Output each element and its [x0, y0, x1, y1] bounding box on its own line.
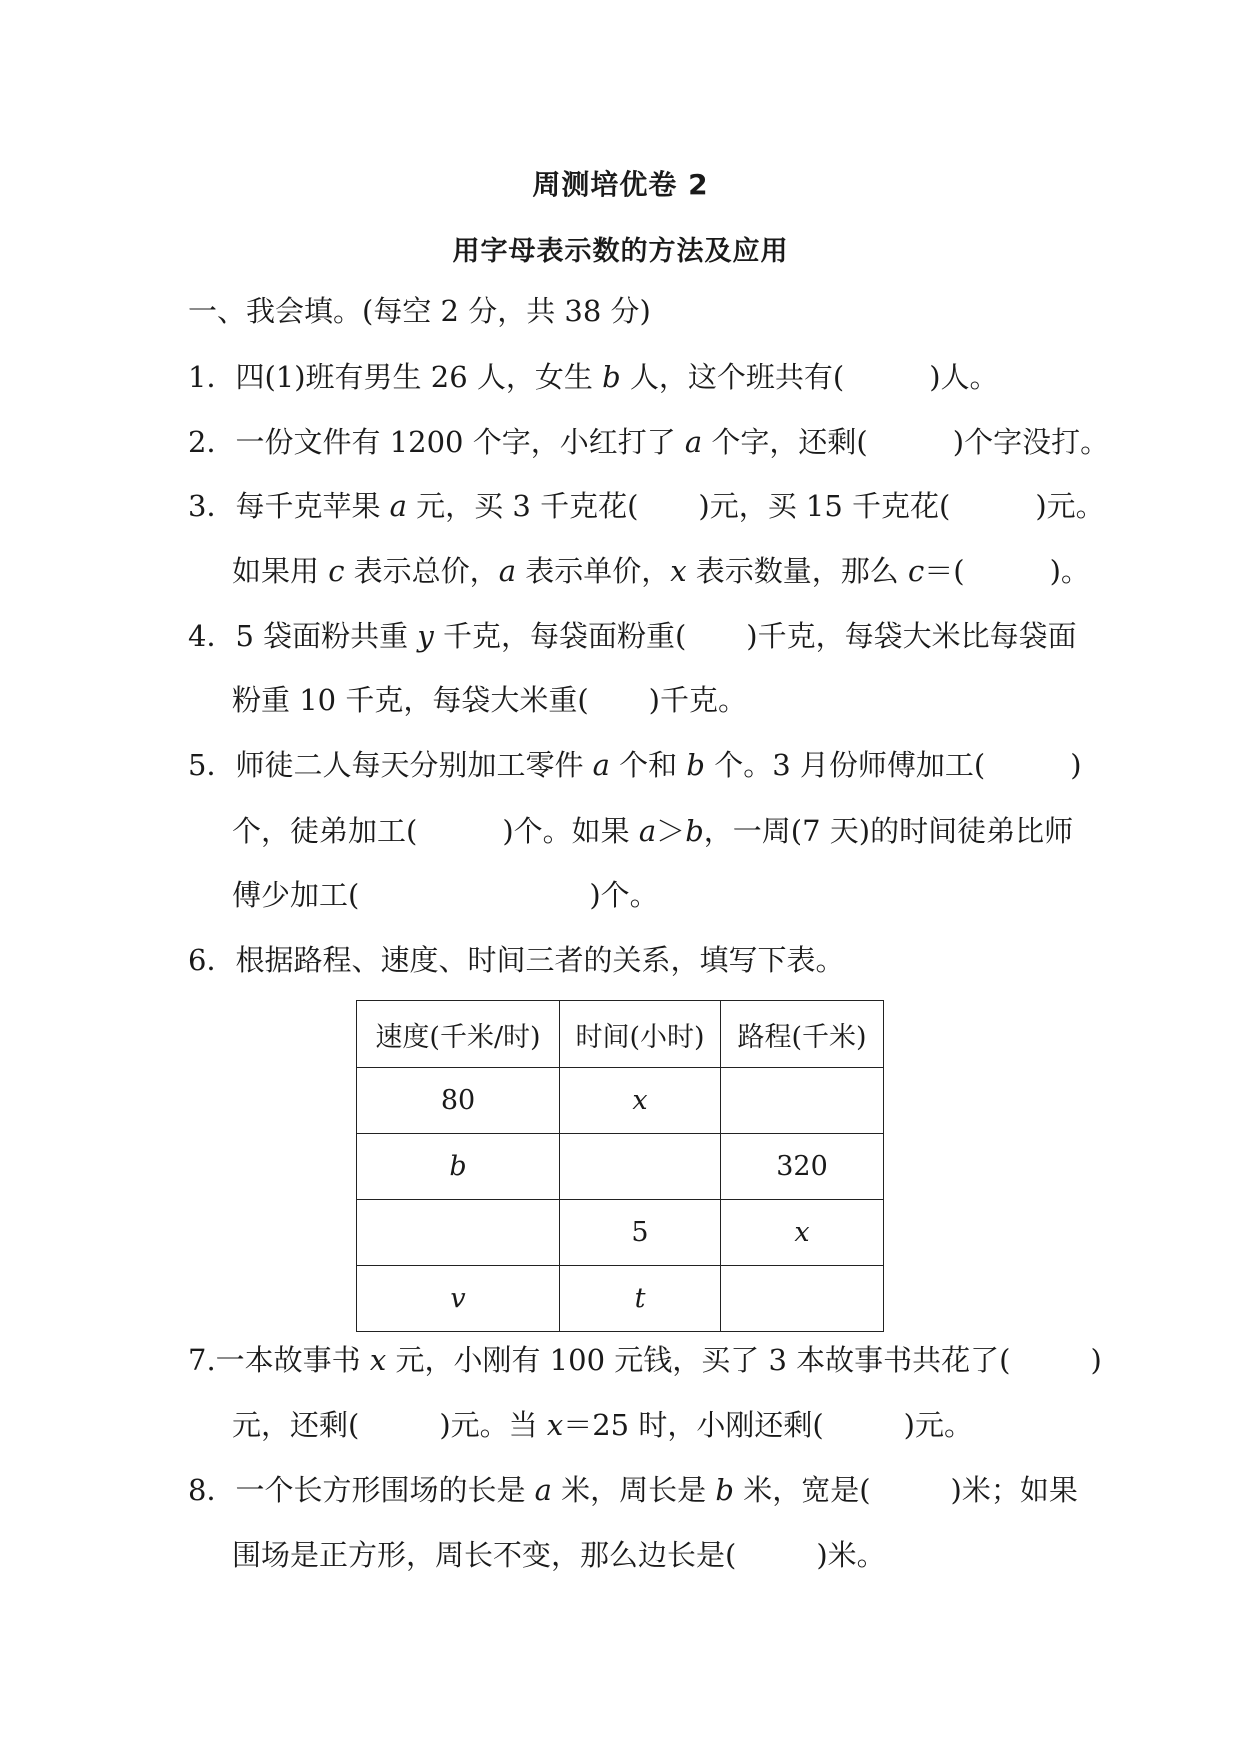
question-3-line-2: 如果用 c 表示总价，a 表示单价，x 表示数量，那么 c＝( )。 — [232, 554, 1090, 588]
question-8-line-2: 围场是正方形，周长不变，那么边长是( )米。 — [232, 1538, 886, 1572]
page-subtitle: 用字母表示数的方法及应用 — [452, 236, 789, 267]
question-4-line-1: 4．5 袋面粉共重 y 千克，每袋面粉重( )千克，每袋大米比每袋面 — [188, 619, 1077, 653]
table-row — [357, 1134, 884, 1200]
table-cell: 320 — [721, 1134, 884, 1200]
question-2: 2．一份文件有 1200 个字，小红打了 a 个字，还剩( )个字没打。 — [188, 425, 1110, 459]
page-title: 周测培优卷 2 — [532, 168, 709, 201]
table-row — [357, 1200, 884, 1266]
table-cell: v — [357, 1266, 560, 1332]
table-cell-blank[interactable] — [560, 1134, 721, 1200]
question-5-line-2: 个，徒弟加工( )个。如果 a＞b，一周(7 天)的时间徒弟比师 — [232, 814, 1074, 848]
section-heading: 一、我会填。(每空 2 分，共 38 分) — [188, 294, 651, 328]
question-1: 1．四(1)班有男生 26 人，女生 b 人，这个班共有( )人。 — [188, 360, 999, 394]
table-cell: t — [560, 1266, 721, 1332]
table-cell: x — [721, 1200, 884, 1266]
question-5-line-3: 傅少加工( )个。 — [232, 878, 659, 912]
table-cell-blank[interactable] — [721, 1266, 884, 1332]
table-cell-blank[interactable] — [357, 1200, 560, 1266]
question-7-line-1: 7.一本故事书 x 元，小刚有 100 元钱，买了 3 本故事书共花了( ) — [188, 1343, 1102, 1377]
speed-time-distance-table — [356, 1000, 884, 1332]
question-4-line-2: 粉重 10 千克，每袋大米重( )千克。 — [232, 683, 747, 717]
table-header-row — [357, 1001, 884, 1068]
table-cell-blank[interactable] — [721, 1068, 884, 1134]
question-8-line-1: 8．一个长方形围场的长是 a 米，周长是 b 米，宽是( )米；如果 — [188, 1473, 1078, 1507]
table-cell: b — [357, 1134, 560, 1200]
table-cell: x — [560, 1068, 721, 1134]
table-row — [357, 1266, 884, 1332]
table-row — [357, 1068, 884, 1134]
question-6: 6．根据路程、速度、时间三者的关系，填写下表。 — [188, 943, 845, 977]
question-5-line-1: 5．师徒二人每天分别加工零件 a 个和 b 个。3 月份师傅加工( ) — [188, 748, 1082, 782]
table-cell: 80 — [357, 1068, 560, 1134]
question-3-line-1: 3．每千克苹果 a 元，买 3 千克花( )元，买 15 千克花( )元。 — [188, 489, 1105, 523]
table-header: 路程(千米) — [721, 1001, 884, 1068]
table-cell: 5 — [560, 1200, 721, 1266]
table-header: 时间(小时) — [560, 1001, 721, 1068]
question-7-line-2: 元，还剩( )元。当 x＝25 时，小刚还剩( )元。 — [232, 1408, 973, 1442]
table-header: 速度(千米/时) — [357, 1001, 560, 1068]
